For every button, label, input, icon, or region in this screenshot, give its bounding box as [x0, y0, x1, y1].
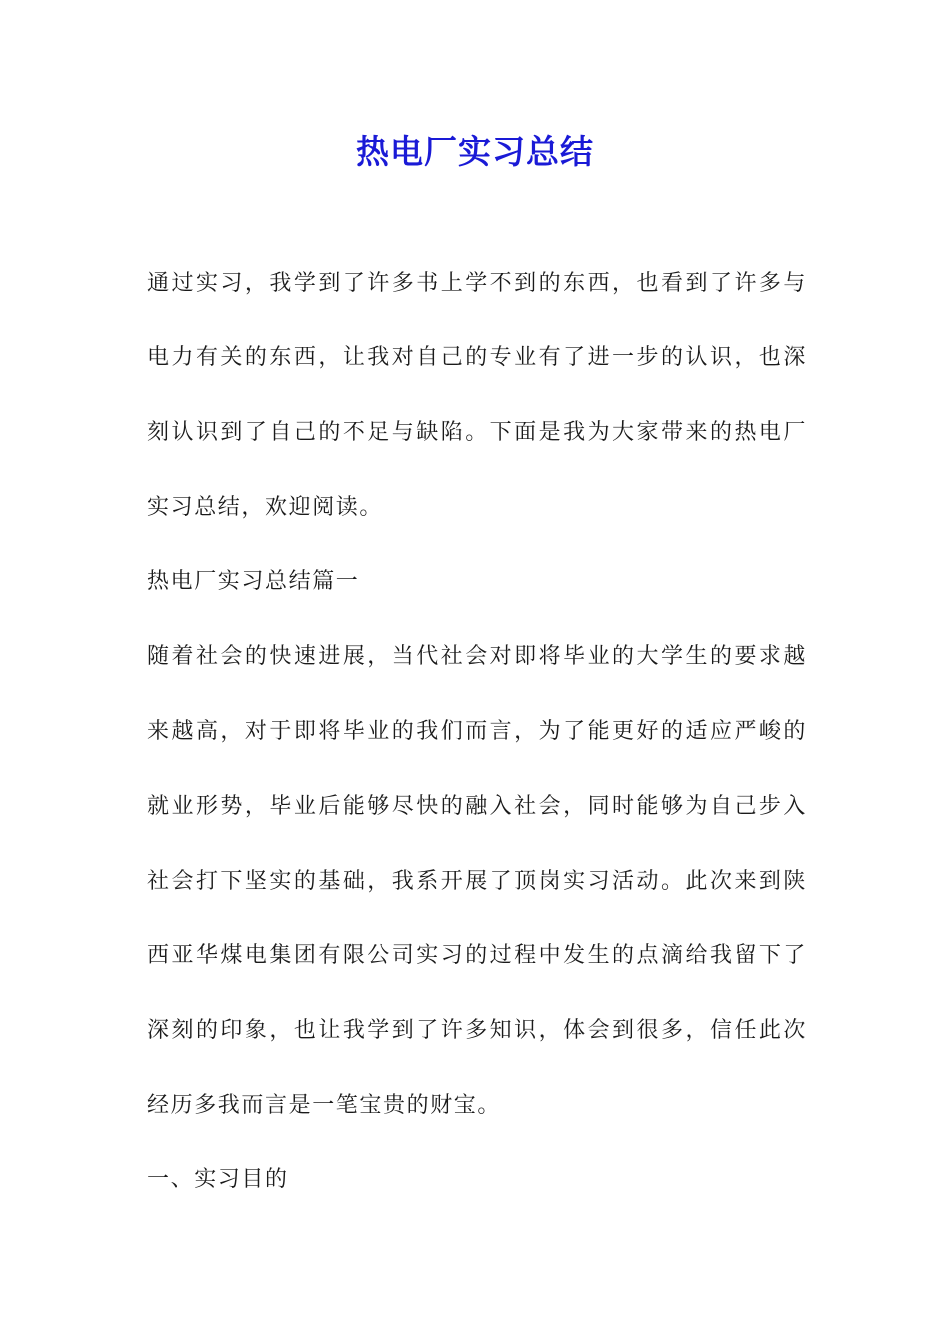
- subheading: 一、实习目的: [147, 1167, 289, 1192]
- document-title: 热电厂实习总结: [356, 132, 594, 171]
- body-line-7: 经历多我而言是一笔宝贵的财宝。: [147, 1093, 502, 1118]
- body-line-3: 就业形势，毕业后能够尽快的融入社会，同时能够为自己步入: [147, 794, 807, 819]
- body-line-2: 来越高，对于即将毕业的我们而言，为了能更好的适应严峻的: [147, 719, 807, 744]
- body-line-6: 深刻的印象，也让我学到了许多知识，体会到很多，信任此次: [147, 1018, 807, 1043]
- intro-line-4: 实习总结，欢迎阅读。: [147, 495, 384, 520]
- intro-line-1: 通过实习，我学到了许多书上学不到的东西，也看到了许多与: [147, 271, 807, 296]
- body-line-4: 社会打下坚实的基础，我系开展了顶岗实习活动。此次来到陕: [147, 869, 807, 894]
- intro-line-3: 刻认识到了自己的不足与缺陷。下面是我为大家带来的热电厂: [147, 420, 807, 445]
- section-heading: 热电厂实习总结篇一: [147, 569, 360, 594]
- body-line-1: 随着社会的快速进展，当代社会对即将毕业的大学生的要求越: [147, 644, 807, 669]
- intro-line-2: 电力有关的东西，让我对自己的专业有了进一步的认识，也深: [147, 345, 807, 370]
- body-line-5: 西亚华煤电集团有限公司实习的过程中发生的点滴给我留下了: [147, 943, 807, 968]
